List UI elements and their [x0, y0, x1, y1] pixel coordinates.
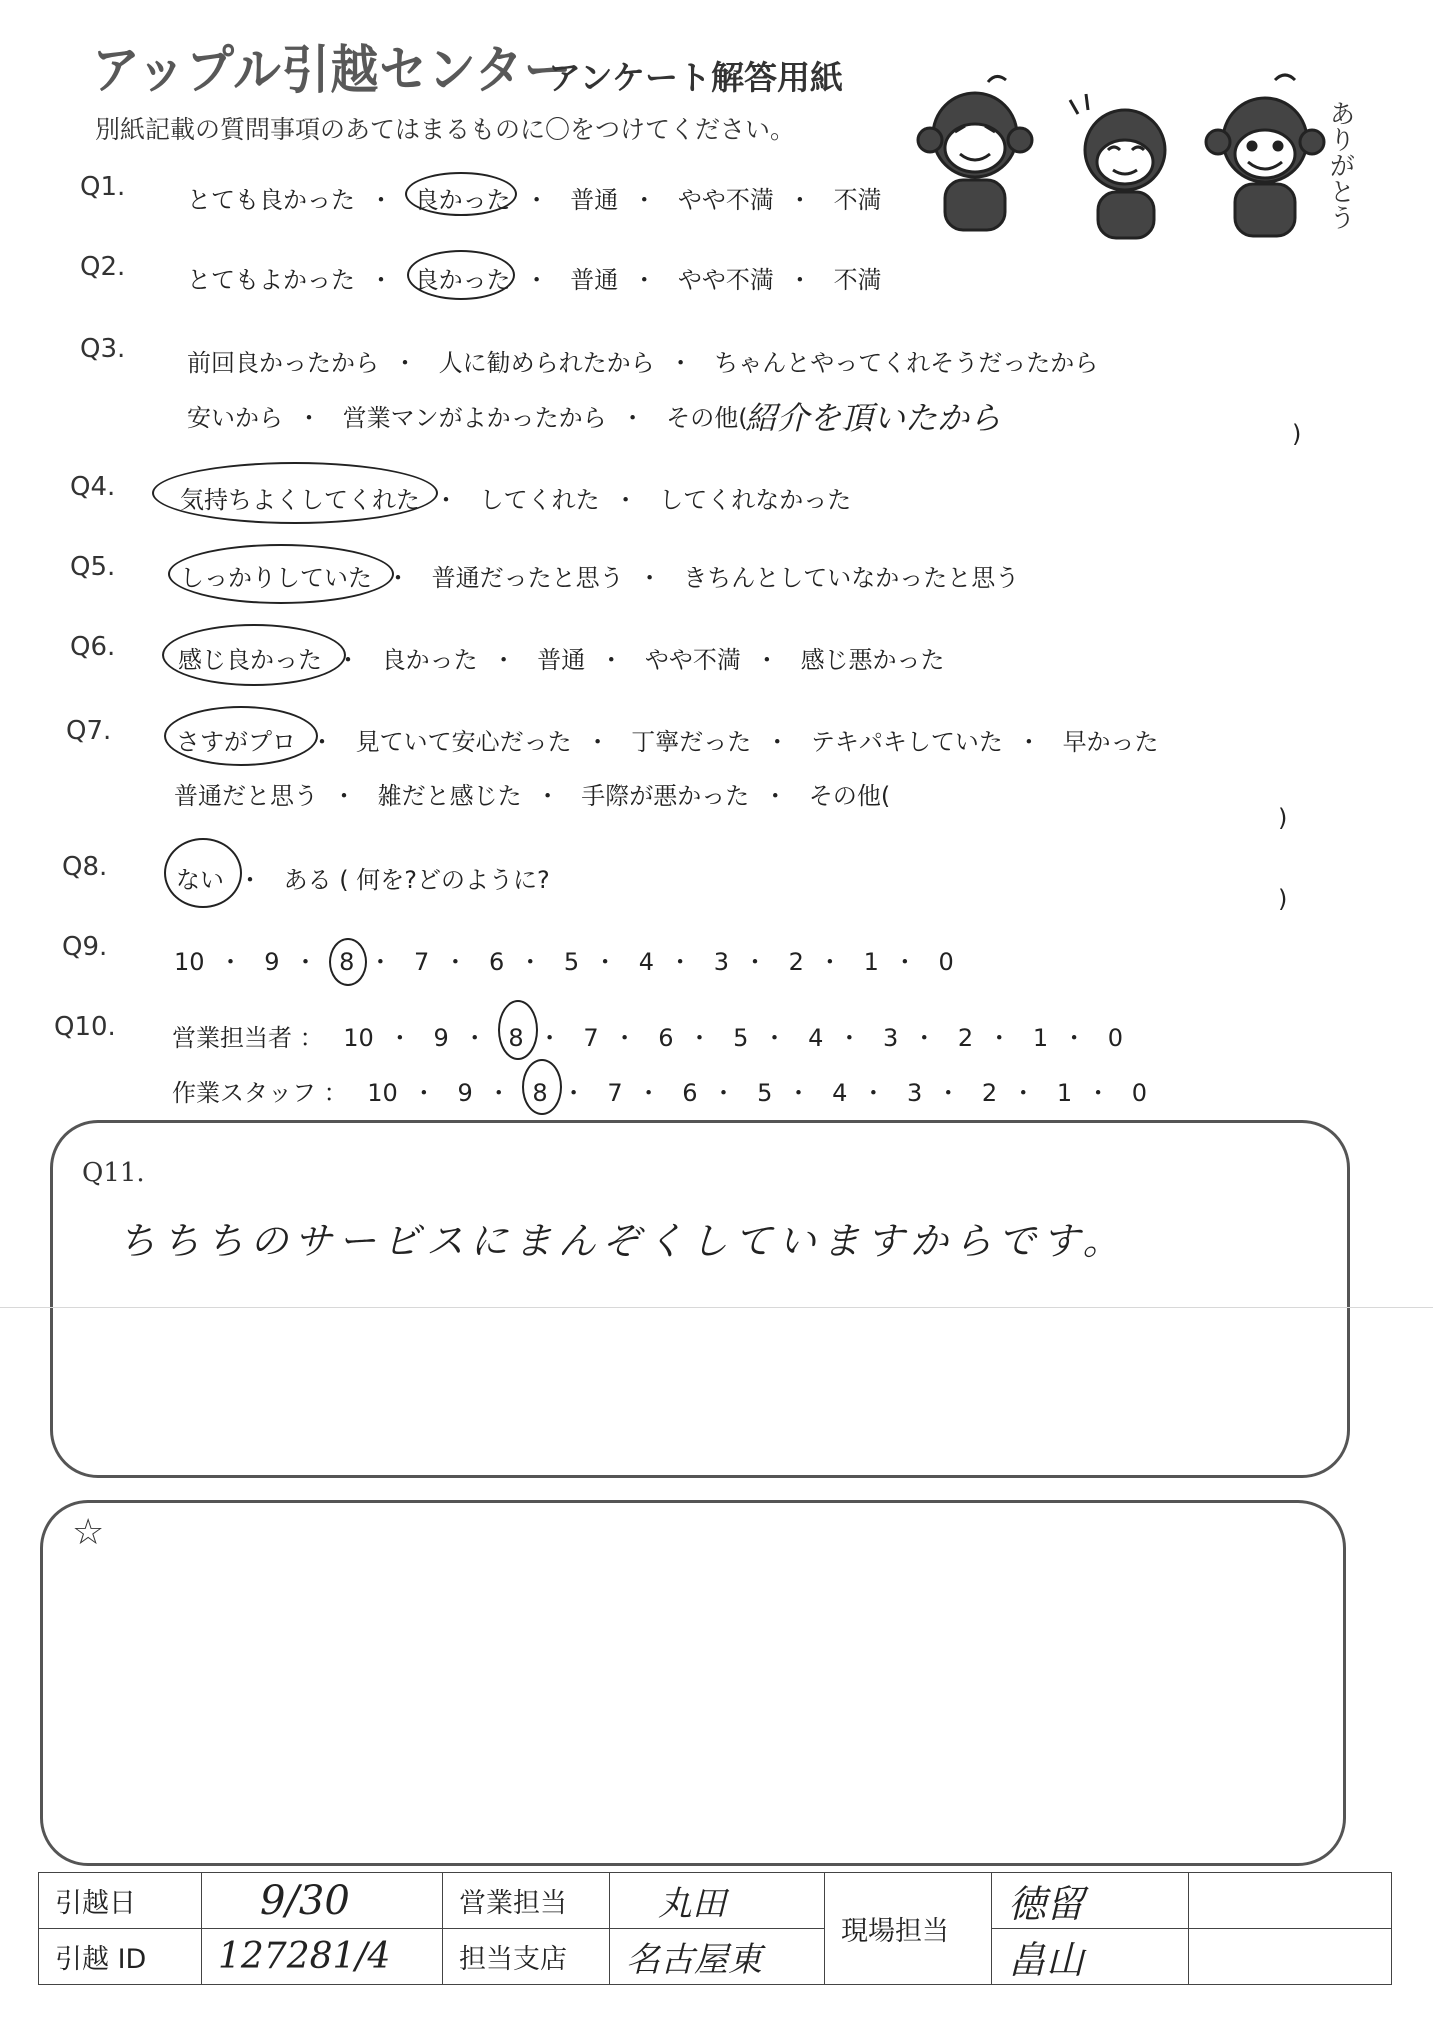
- footer-table: [38, 1872, 1392, 1985]
- move-date-value[interactable]: 9/30: [202, 1873, 443, 1929]
- branch-label: 担当支店: [443, 1929, 610, 1985]
- move-id-value[interactable]: 127281/4: [202, 1929, 443, 1985]
- selection-circle: [407, 250, 515, 300]
- selection-circle: [162, 624, 346, 686]
- q7-close-paren: ): [1278, 804, 1288, 832]
- q9-score[interactable]: 1: [863, 948, 879, 976]
- q9-score[interactable]: 0: [938, 948, 954, 976]
- q2-option[interactable]: とてもよかった: [187, 266, 355, 294]
- q10-label: Q10.: [54, 1012, 116, 1042]
- q10-score[interactable]: 0: [1131, 1079, 1148, 1107]
- q5-option[interactable]: きちんとしていなかったと思う: [683, 564, 1020, 592]
- q9-score[interactable]: 9: [264, 948, 280, 976]
- q8-options: ない ・ ある ( 何を?どのように?: [176, 860, 550, 895]
- q7-label: Q7.: [66, 716, 112, 746]
- q10-score[interactable]: 7: [583, 1024, 599, 1052]
- q10-score[interactable]: 6: [658, 1024, 674, 1052]
- q10-row-staff: 作業スタッフ ： 10 ・ 9 ・ 8 ・ 7 ・ 6 ・ 5 ・ 4 ・ 3 ・ 2 ・ 1 ・ 0: [172, 1073, 1147, 1108]
- q4-option[interactable]: してくれた: [479, 486, 600, 514]
- q3-close-paren: ): [1292, 420, 1302, 448]
- q2-options: とてもよかった ・ 良かった ・ 普通 ・ やや不満 ・ 不満: [187, 260, 882, 295]
- q8-close-paren: ): [1278, 885, 1288, 913]
- q10-score-selected[interactable]: 8: [508, 1024, 523, 1052]
- page-title: アップル引越センター: [92, 41, 573, 101]
- q7-option-other[interactable]: その他(: [808, 782, 891, 810]
- q10-score[interactable]: 9: [433, 1024, 449, 1052]
- q9-score[interactable]: 2: [788, 948, 804, 976]
- sales-value[interactable]: 丸田: [610, 1873, 825, 1929]
- q9-score[interactable]: 10: [174, 948, 205, 976]
- selection-circle: [164, 706, 318, 766]
- q10-score[interactable]: 1: [1056, 1079, 1073, 1107]
- selection-circle: [498, 1000, 538, 1060]
- q2-option[interactable]: 不満: [833, 266, 882, 294]
- q11-comment-box[interactable]: [50, 1120, 1350, 1478]
- selection-circle: [405, 172, 517, 216]
- site-staff-2[interactable]: 畠山: [992, 1929, 1189, 1985]
- q3-label: Q3.: [80, 334, 126, 364]
- q1-option[interactable]: やや不満: [677, 186, 774, 214]
- q1-option[interactable]: 普通: [570, 186, 619, 214]
- q10-score[interactable]: 2: [981, 1079, 998, 1107]
- q3-option[interactable]: 安いから: [187, 404, 283, 432]
- site-label: 現場担当: [825, 1873, 992, 1985]
- q2-label: Q2.: [80, 252, 126, 282]
- q10-score[interactable]: 7: [607, 1079, 623, 1107]
- q3-options-line2: 安いから ・ 営業マンがよかったから ・ その他(: [187, 398, 748, 433]
- q6-options: 感じ良かった ・ 良かった ・ 普通 ・ やや不満 ・ 感じ悪かった: [178, 640, 945, 675]
- q8-option[interactable]: ある ( 何を?どのように?: [283, 866, 550, 894]
- q1-options: とても良かった ・ 良かった ・ 普通 ・ やや不満 ・ 不満: [187, 180, 882, 215]
- q10-score[interactable]: 2: [957, 1024, 974, 1052]
- move-id-label: 引越 ID: [39, 1929, 202, 1985]
- q10-score[interactable]: 3: [907, 1079, 923, 1107]
- q7-options-line2: 普通だと思う ・ 雑だと感じた ・ 手際が悪かった ・ その他(: [174, 776, 890, 811]
- q10-score[interactable]: 6: [682, 1079, 698, 1107]
- q3-option[interactable]: 前回良かったから: [187, 349, 379, 377]
- q5-label: Q5.: [70, 552, 116, 582]
- mascot-illustration: [900, 70, 1360, 250]
- q4-option-selected[interactable]: 気持ちよくしてくれた: [180, 480, 420, 515]
- q9-score[interactable]: 5: [563, 948, 580, 976]
- q9-score[interactable]: 6: [488, 948, 505, 976]
- instructions: 別紙記載の質問事項のあてはまるものに〇をつけてください。: [95, 115, 796, 144]
- q9-score[interactable]: 7: [414, 948, 430, 976]
- q10-row-sales: 営業担当者 ： 10 ・ 9 ・ 8 ・ 7 ・ 6 ・ 5 ・ 4 ・ 3 ・ 2 ・ 1 ・ 0: [172, 1018, 1123, 1053]
- q10-row-name: 作業スタッフ ：: [172, 1079, 348, 1107]
- q10-score[interactable]: 5: [733, 1024, 749, 1052]
- move-date-label: 引越日: [39, 1873, 202, 1929]
- mascot-caption: ありがとう: [1325, 100, 1355, 230]
- q6-option[interactable]: やや不満: [644, 646, 741, 674]
- q7-option[interactable]: 雑だと感じた: [377, 782, 522, 810]
- q3-options-line1: 前回良かったから ・ 人に勧められたから ・ ちゃんとやってくれそうだったから: [187, 343, 1098, 378]
- q7-options-line1: さすがプロ ・ 見ていて安心だった ・ 丁寧だった ・ テキパキしていた ・ 早かった: [176, 722, 1159, 757]
- q9-score[interactable]: 3: [713, 948, 729, 976]
- q10-score[interactable]: 9: [457, 1079, 473, 1107]
- q11-comment-handwritten: ちちちのサービスにまんぞくしていますからです。: [118, 1219, 1127, 1263]
- q1-option[interactable]: とても良かった: [187, 186, 355, 214]
- q10-row-name: 営業担当者 ：: [172, 1024, 324, 1052]
- selection-circle: [522, 1059, 562, 1115]
- q7-option-selected[interactable]: さすがプロ: [176, 722, 296, 757]
- page-subtitle: アンケート解答用紙: [548, 58, 844, 97]
- q10-score-selected[interactable]: 8: [532, 1079, 547, 1107]
- q4-option[interactable]: してくれなかった: [659, 486, 852, 514]
- fold-line: [0, 1307, 1433, 1308]
- q7-option[interactable]: 手際が悪かった: [581, 782, 750, 810]
- q8-option-selected[interactable]: ない: [176, 860, 224, 895]
- q6-option[interactable]: 普通: [537, 646, 586, 674]
- site-staff-1[interactable]: 徳留: [992, 1873, 1189, 1929]
- q2-option[interactable]: やや不満: [677, 266, 774, 294]
- q2-option[interactable]: 普通: [570, 266, 619, 294]
- selection-circle: [168, 544, 394, 604]
- selection-circle: [164, 838, 242, 908]
- branch-value[interactable]: 名古屋東: [610, 1929, 825, 1985]
- q3-option[interactable]: 人に勧められたから: [438, 349, 655, 377]
- q10-score[interactable]: 5: [757, 1079, 773, 1107]
- q6-option-selected[interactable]: 感じ良かった: [178, 640, 322, 675]
- star-icon: ☆: [72, 1512, 105, 1553]
- site-staff-extra[interactable]: [1189, 1873, 1392, 1929]
- q5-option[interactable]: 普通だったと思う: [431, 564, 624, 592]
- q7-option[interactable]: 見ていて安心だった: [355, 728, 572, 756]
- q3-other-handwritten: 紹介を頂いたから: [745, 399, 1002, 437]
- q8-label: Q8.: [62, 852, 108, 882]
- q1-option[interactable]: 不満: [833, 186, 882, 214]
- q7-option[interactable]: テキパキしていた: [810, 728, 1003, 756]
- q7-option[interactable]: 丁寧だった: [631, 728, 752, 756]
- leaf-icon: [988, 76, 1006, 82]
- q9-score-selected[interactable]: 8: [339, 948, 354, 976]
- q9-label: Q9.: [62, 932, 108, 962]
- q5-option-selected[interactable]: しっかりしていた: [180, 558, 372, 593]
- q9-scale: 10 ・ 9 ・ 8 ・ 7 ・ 6 ・ 5 ・ 4 ・ 3 ・ 2 ・ 1 ・ 0: [174, 942, 954, 977]
- q10-score[interactable]: 10: [343, 1024, 374, 1052]
- q6-option[interactable]: 感じ悪かった: [800, 646, 945, 674]
- q10-score[interactable]: 3: [883, 1024, 899, 1052]
- q7-option[interactable]: 早かった: [1062, 728, 1159, 756]
- q10-score[interactable]: 4: [832, 1079, 848, 1107]
- q3-option-other[interactable]: その他(: [666, 404, 748, 432]
- selection-circle: [329, 938, 367, 986]
- star-comment-box[interactable]: [40, 1500, 1346, 1866]
- q10-score[interactable]: 10: [367, 1079, 398, 1107]
- q4-options: 気持ちよくしてくれた ・ してくれた ・ してくれなかった: [180, 480, 851, 515]
- selection-circle: [152, 462, 438, 524]
- q6-option[interactable]: 良かった: [381, 646, 478, 674]
- q2-option-selected[interactable]: 良かった: [415, 260, 511, 295]
- q1-option-selected[interactable]: 良かった: [415, 180, 511, 215]
- q4-label: Q4.: [70, 472, 116, 502]
- q10-score[interactable]: 4: [808, 1024, 824, 1052]
- site-staff-extra[interactable]: [1189, 1929, 1392, 1985]
- q10-score[interactable]: 0: [1107, 1024, 1124, 1052]
- q5-options: しっかりしていた ・ 普通だったと思う ・ きちんとしていなかったと思う: [180, 558, 1019, 593]
- q3-option[interactable]: 営業マンがよかったから: [342, 404, 607, 432]
- q3-option[interactable]: ちゃんとやってくれそうだったから: [714, 349, 1099, 377]
- q11-label: Q11.: [82, 1158, 145, 1188]
- q6-label: Q6.: [70, 632, 116, 662]
- q9-score[interactable]: 4: [638, 948, 655, 976]
- q7-option[interactable]: 普通だと思う: [174, 782, 318, 810]
- q1-label: Q1.: [80, 172, 126, 202]
- sales-label: 営業担当: [443, 1873, 610, 1929]
- q10-score[interactable]: 1: [1032, 1024, 1049, 1052]
